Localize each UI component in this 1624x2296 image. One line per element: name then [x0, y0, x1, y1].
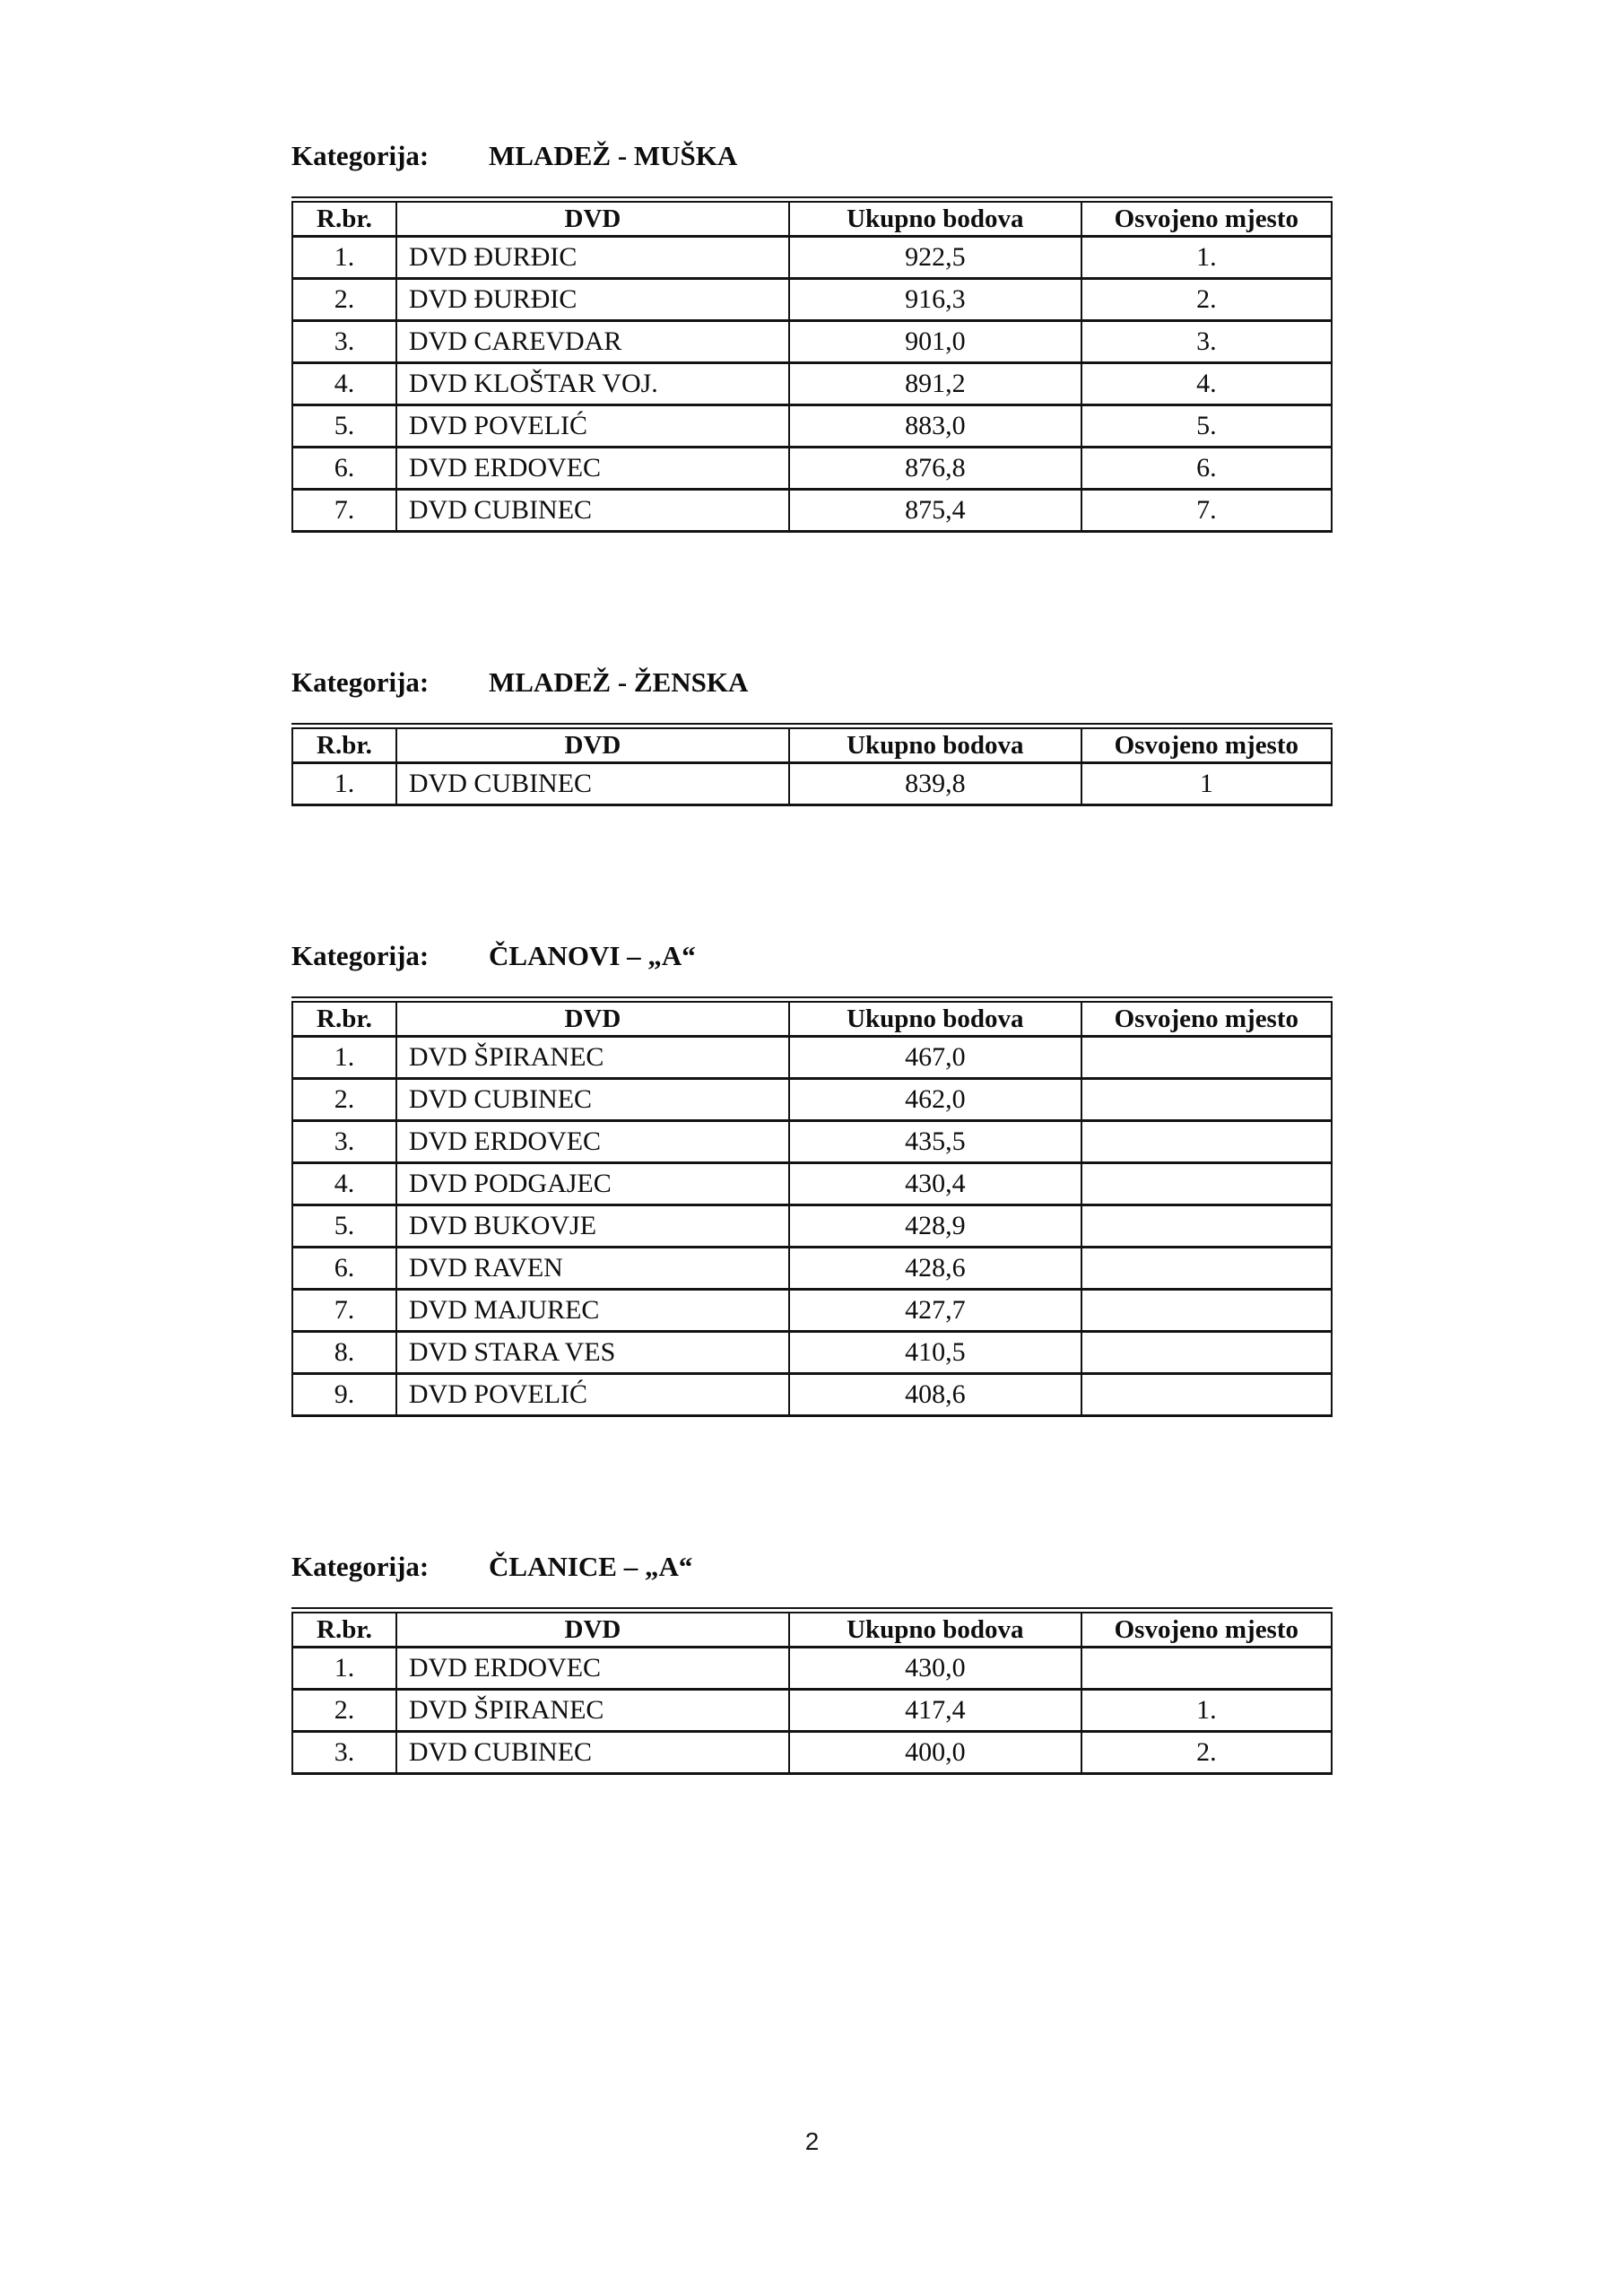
- cell-dvd: DVD ERDOVEC: [396, 1121, 789, 1163]
- cell-mjesto: 1.: [1081, 237, 1332, 279]
- sections-container: [291, 137, 1333, 1775]
- cell-dvd: DVD CUBINEC: [396, 763, 789, 805]
- cell-dvd: DVD ŠPIRANEC: [396, 1037, 789, 1079]
- table-row: [292, 763, 1332, 805]
- cell-mjesto: [1081, 1121, 1332, 1163]
- cell-mjesto: [1081, 1374, 1332, 1416]
- kategorija-label: Kategorija:: [291, 140, 430, 171]
- cell-dvd: DVD CUBINEC: [396, 490, 789, 532]
- cell-rbr: 4.: [292, 363, 396, 405]
- table-body: [292, 237, 1332, 532]
- cell-mjesto: 3.: [1081, 321, 1332, 363]
- cell-bodovi: 876,8: [789, 448, 1081, 490]
- table-header-row: [292, 1611, 1332, 1648]
- cell-rbr: 1.: [292, 1648, 396, 1690]
- cell-bodovi: 901,0: [789, 321, 1081, 363]
- cell-mjesto: 5.: [1081, 405, 1332, 448]
- category-section: [291, 137, 1333, 533]
- cell-dvd: DVD KLOŠTAR VOJ.: [396, 363, 789, 405]
- cell-rbr: 8.: [292, 1332, 396, 1374]
- cell-rbr: 6.: [292, 448, 396, 490]
- kategorija-label: Kategorija:: [291, 666, 430, 698]
- table-body: [292, 763, 1332, 805]
- category-title: [291, 664, 1333, 701]
- category-name: ČLANOVI – „A“: [489, 940, 696, 971]
- cell-rbr: 2.: [292, 1690, 396, 1732]
- cell-mjesto: [1081, 1290, 1332, 1332]
- cell-bodovi: 417,4: [789, 1690, 1081, 1732]
- cell-mjesto: 2.: [1081, 279, 1332, 321]
- category-section: [291, 937, 1333, 1417]
- cell-rbr: 1.: [292, 763, 396, 805]
- cell-mjesto: [1081, 1037, 1332, 1079]
- table-row: [292, 1121, 1332, 1163]
- table-row: [292, 1732, 1332, 1774]
- column-header-mjesto: Osvojeno mjesto: [1081, 200, 1332, 237]
- kategorija-label: Kategorija:: [291, 1551, 430, 1582]
- cell-rbr: 9.: [292, 1374, 396, 1416]
- cell-mjesto: 1.: [1081, 1690, 1332, 1732]
- column-header-bodovi: Ukupno bodova: [789, 1000, 1081, 1037]
- cell-mjesto: [1081, 1248, 1332, 1290]
- cell-mjesto: [1081, 1205, 1332, 1248]
- table-body: [292, 1648, 1332, 1774]
- column-header-rbr: R.br.: [292, 726, 396, 763]
- results-table: [291, 723, 1333, 806]
- cell-dvd: DVD BUKOVJE: [396, 1205, 789, 1248]
- cell-rbr: 5.: [292, 1205, 396, 1248]
- table-row: [292, 405, 1332, 448]
- cell-rbr: 3.: [292, 1121, 396, 1163]
- column-header-mjesto: Osvojeno mjesto: [1081, 1000, 1332, 1037]
- cell-bodovi: 400,0: [789, 1732, 1081, 1774]
- cell-bodovi: 428,9: [789, 1205, 1081, 1248]
- cell-dvd: DVD POVELIĆ: [396, 1374, 789, 1416]
- cell-dvd: DVD POVELIĆ: [396, 405, 789, 448]
- column-header-rbr: R.br.: [292, 1611, 396, 1648]
- cell-bodovi: 875,4: [789, 490, 1081, 532]
- table-row: [292, 1690, 1332, 1732]
- cell-rbr: 7.: [292, 1290, 396, 1332]
- cell-mjesto: 1: [1081, 763, 1332, 805]
- cell-dvd: DVD STARA VES: [396, 1332, 789, 1374]
- cell-mjesto: 6.: [1081, 448, 1332, 490]
- cell-rbr: 1.: [292, 1037, 396, 1079]
- cell-dvd: DVD CUBINEC: [396, 1079, 789, 1121]
- cell-bodovi: 430,4: [789, 1163, 1081, 1205]
- table-row: [292, 1648, 1332, 1690]
- cell-dvd: DVD ĐURĐIC: [396, 279, 789, 321]
- column-header-dvd: DVD: [396, 1000, 789, 1037]
- cell-dvd: DVD MAJUREC: [396, 1290, 789, 1332]
- cell-dvd: DVD RAVEN: [396, 1248, 789, 1290]
- category-title: [291, 937, 1333, 975]
- category-name: MLADEŽ - ŽENSKA: [489, 666, 749, 698]
- results-table: [291, 196, 1333, 533]
- cell-dvd: DVD CUBINEC: [396, 1732, 789, 1774]
- column-header-mjesto: Osvojeno mjesto: [1081, 1611, 1332, 1648]
- category-section: [291, 1548, 1333, 1775]
- cell-bodovi: 467,0: [789, 1037, 1081, 1079]
- kategorija-label: Kategorija:: [291, 940, 430, 971]
- column-header-bodovi: Ukupno bodova: [789, 1611, 1081, 1648]
- table-header: [292, 726, 1332, 763]
- cell-bodovi: 891,2: [789, 363, 1081, 405]
- cell-rbr: 5.: [292, 405, 396, 448]
- cell-bodovi: 435,5: [789, 1121, 1081, 1163]
- table-row: [292, 1205, 1332, 1248]
- cell-bodovi: 430,0: [789, 1648, 1081, 1690]
- table-header-row: [292, 726, 1332, 763]
- table-row: [292, 237, 1332, 279]
- table-row: [292, 1248, 1332, 1290]
- column-header-dvd: DVD: [396, 200, 789, 237]
- category-title: [291, 1548, 1333, 1586]
- table-row: [292, 363, 1332, 405]
- column-header-bodovi: Ukupno bodova: [789, 726, 1081, 763]
- table-row: [292, 1332, 1332, 1374]
- table-header-row: [292, 1000, 1332, 1037]
- cell-mjesto: 7.: [1081, 490, 1332, 532]
- cell-bodovi: 408,6: [789, 1374, 1081, 1416]
- table-row: [292, 1037, 1332, 1079]
- cell-bodovi: 427,7: [789, 1290, 1081, 1332]
- table-row: [292, 279, 1332, 321]
- table-row: [292, 490, 1332, 532]
- category-name: MLADEŽ - MUŠKA: [489, 140, 738, 171]
- cell-rbr: 6.: [292, 1248, 396, 1290]
- cell-rbr: 2.: [292, 279, 396, 321]
- table-header-row: [292, 200, 1332, 237]
- cell-mjesto: [1081, 1079, 1332, 1121]
- cell-rbr: 2.: [292, 1079, 396, 1121]
- column-header-rbr: R.br.: [292, 1000, 396, 1037]
- cell-mjesto: 2.: [1081, 1732, 1332, 1774]
- page-number: 2: [804, 2127, 820, 2155]
- table-row: [292, 1290, 1332, 1332]
- category-name: ČLANICE – „A“: [489, 1551, 693, 1582]
- cell-dvd: DVD ERDOVEC: [396, 1648, 789, 1690]
- cell-bodovi: 883,0: [789, 405, 1081, 448]
- table-body: [292, 1037, 1332, 1416]
- cell-rbr: 3.: [292, 1732, 396, 1774]
- cell-bodovi: 462,0: [789, 1079, 1081, 1121]
- cell-mjesto: [1081, 1332, 1332, 1374]
- cell-rbr: 1.: [292, 237, 396, 279]
- cell-mjesto: [1081, 1648, 1332, 1690]
- cell-dvd: DVD ŠPIRANEC: [396, 1690, 789, 1732]
- cell-bodovi: 916,3: [789, 279, 1081, 321]
- cell-dvd: DVD PODGAJEC: [396, 1163, 789, 1205]
- table-header: [292, 1611, 1332, 1648]
- cell-bodovi: 839,8: [789, 763, 1081, 805]
- category-title: [291, 137, 1333, 175]
- cell-dvd: DVD CAREVDAR: [396, 321, 789, 363]
- results-table: [291, 996, 1333, 1417]
- cell-mjesto: 4.: [1081, 363, 1332, 405]
- cell-rbr: 7.: [292, 490, 396, 532]
- column-header-mjesto: Osvojeno mjesto: [1081, 726, 1332, 763]
- table-row: [292, 1374, 1332, 1416]
- cell-rbr: 4.: [292, 1163, 396, 1205]
- column-header-dvd: DVD: [396, 1611, 789, 1648]
- column-header-dvd: DVD: [396, 726, 789, 763]
- results-table: [291, 1607, 1333, 1775]
- cell-rbr: 3.: [292, 321, 396, 363]
- cell-bodovi: 428,6: [789, 1248, 1081, 1290]
- table-row: [292, 448, 1332, 490]
- column-header-bodovi: Ukupno bodova: [789, 200, 1081, 237]
- table-row: [292, 321, 1332, 363]
- cell-mjesto: [1081, 1163, 1332, 1205]
- table-header: [292, 1000, 1332, 1037]
- cell-bodovi: 410,5: [789, 1332, 1081, 1374]
- table-row: [292, 1079, 1332, 1121]
- table-header: [292, 200, 1332, 237]
- column-header-rbr: R.br.: [292, 200, 396, 237]
- category-section: [291, 664, 1333, 806]
- cell-dvd: DVD ĐURĐIC: [396, 237, 789, 279]
- table-row: [292, 1163, 1332, 1205]
- cell-bodovi: 922,5: [789, 237, 1081, 279]
- cell-dvd: DVD ERDOVEC: [396, 448, 789, 490]
